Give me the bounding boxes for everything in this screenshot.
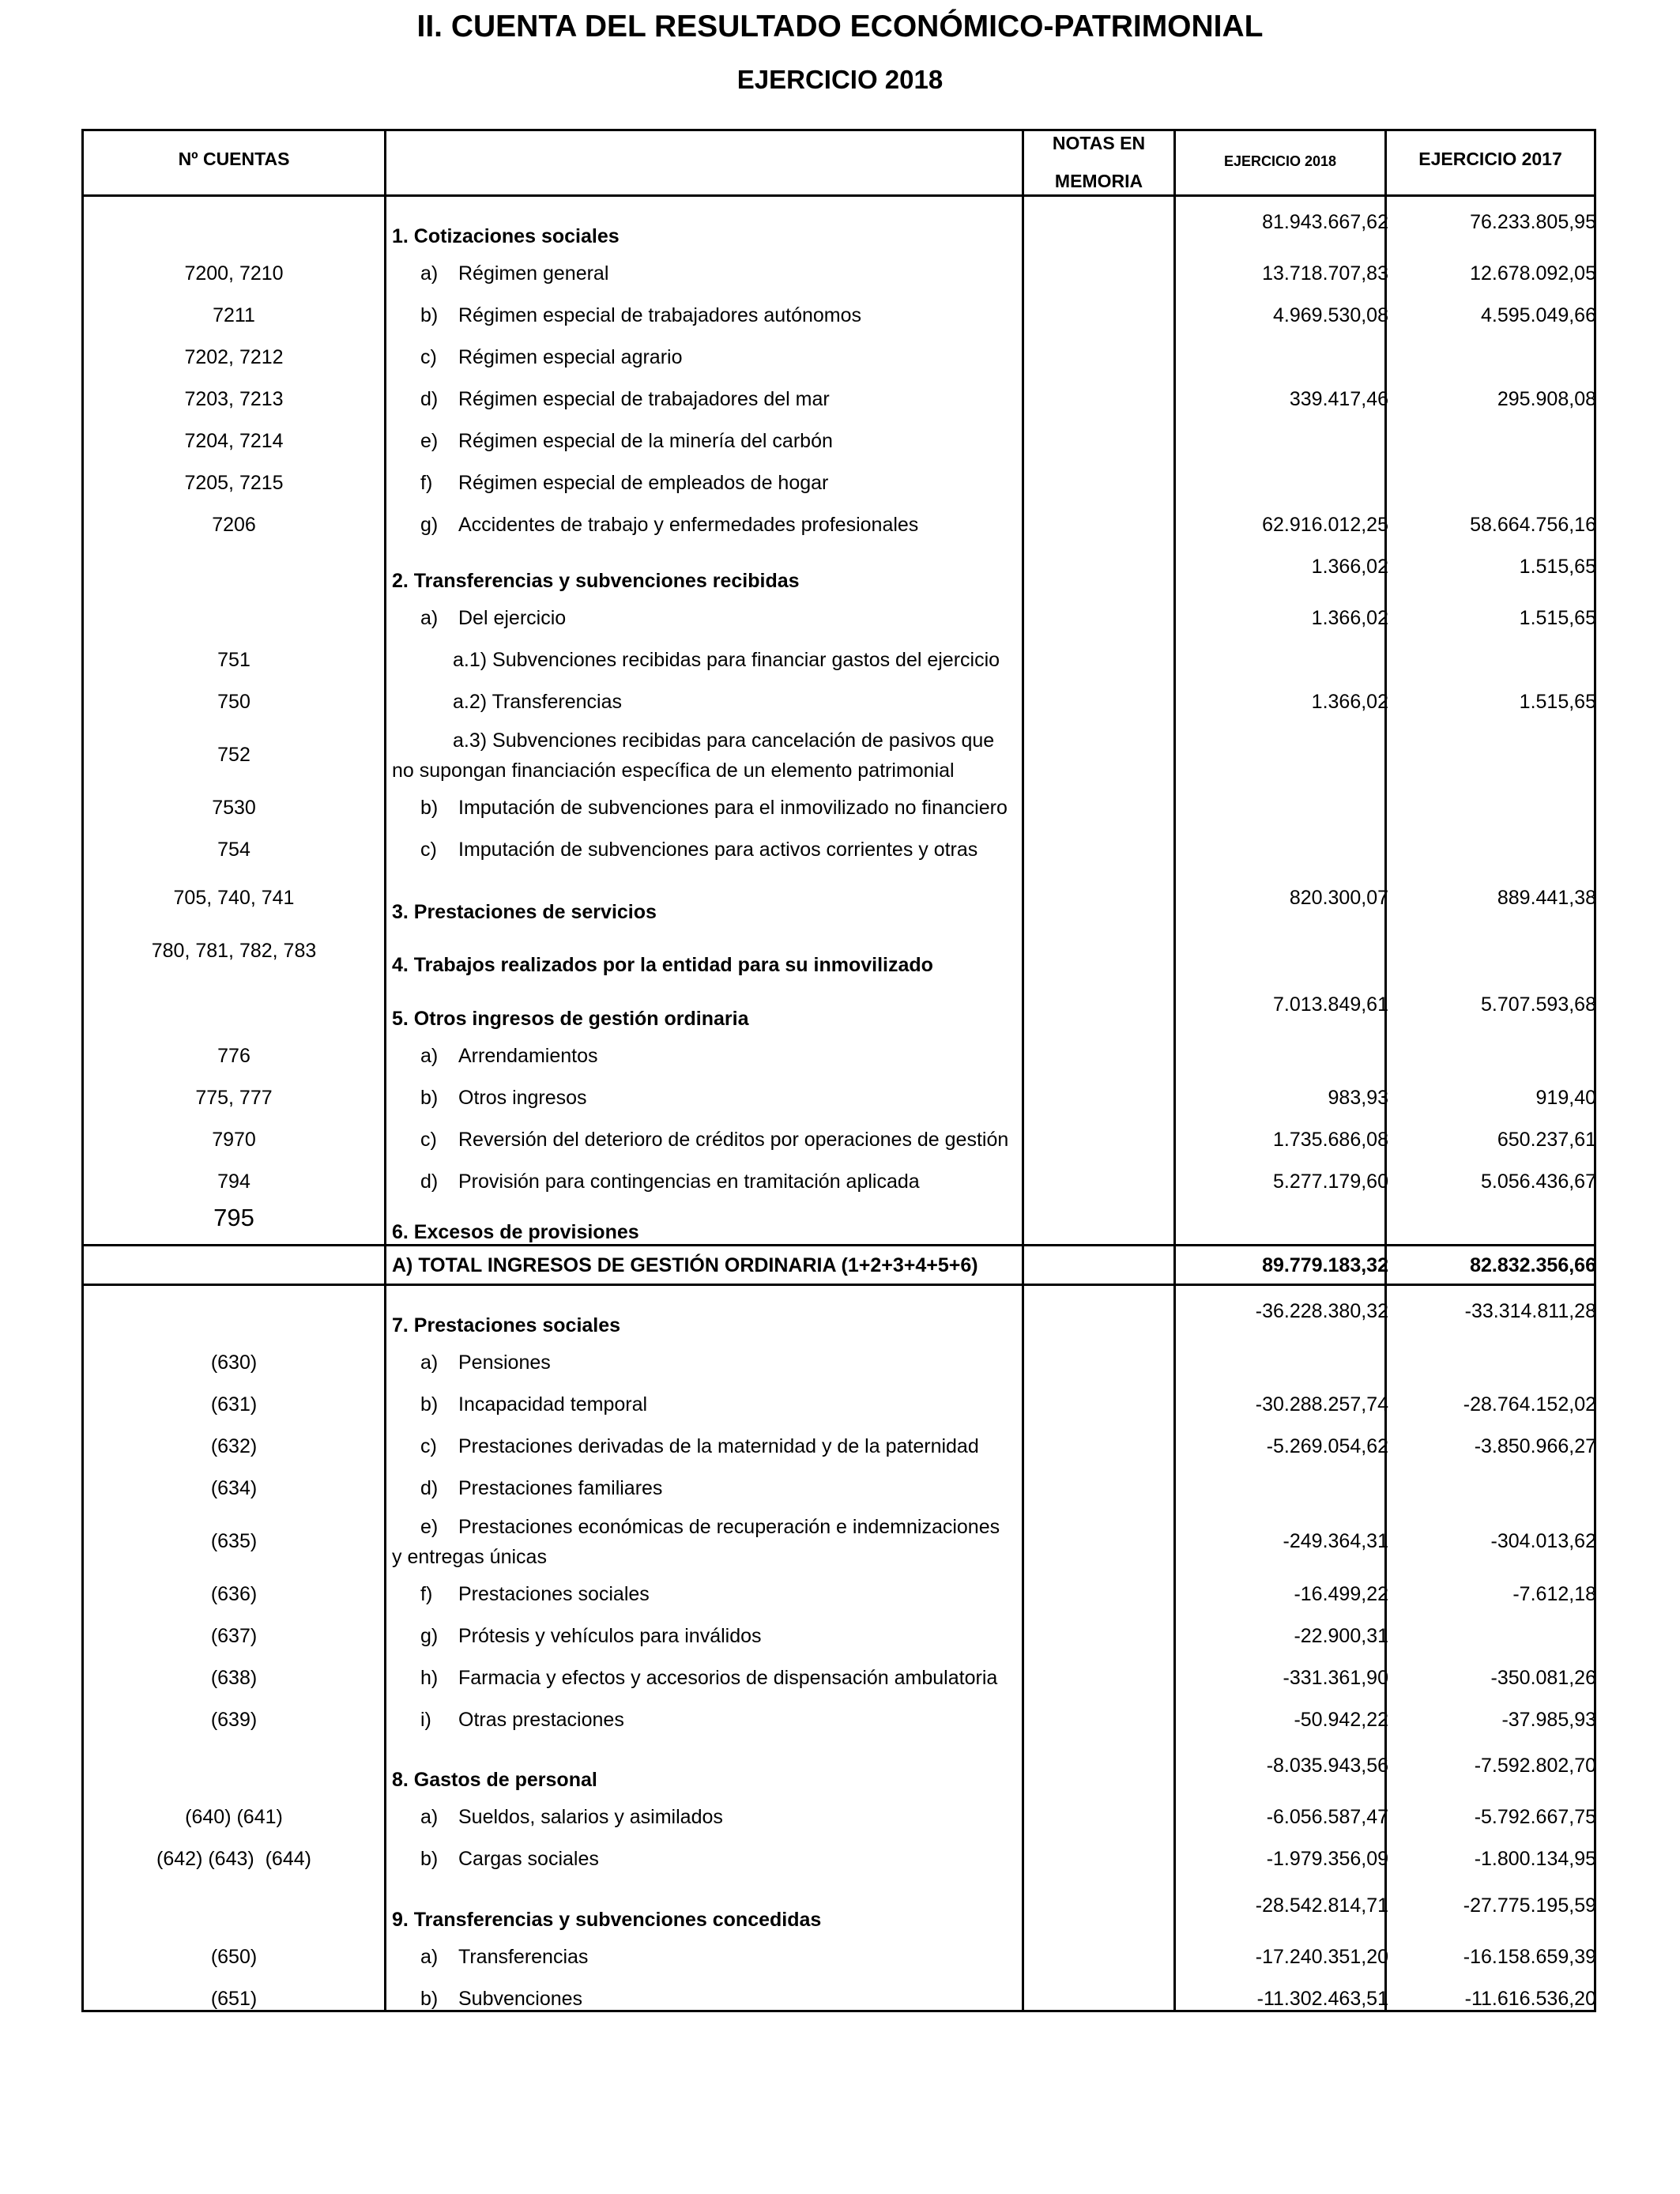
value-2017: -28.764.152,02 — [1463, 1393, 1596, 1416]
row-label-line1: a.3) Subvenciones recibidas para cancelación de pasivos que — [453, 729, 995, 752]
header-ejercicio-2017: EJERCICIO 2017 — [1418, 149, 1562, 169]
value-2017: 5.707.593,68 — [1481, 993, 1596, 1016]
row-label — [420, 1171, 920, 1193]
row-label-line2: no supongan financiación específica de un elemento patrimonial — [392, 760, 955, 782]
item-letter: b) — [420, 1393, 439, 1416]
row-label — [420, 797, 1008, 820]
account-code: (638) — [210, 1667, 258, 1689]
value-2017: -1.800.134,95 — [1474, 1848, 1596, 1870]
item-letter: i) — [420, 1709, 431, 1731]
total-value-2018: 89.779.183,32 — [1262, 1254, 1388, 1276]
row-label — [420, 346, 682, 369]
row-label-text: Sueldos, salarios y asimilados — [458, 1806, 723, 1828]
row-label-text: Régimen general — [458, 262, 609, 285]
value-2018: 7.013.849,61 — [1273, 993, 1388, 1016]
value-2018: -16.499,22 — [1294, 1583, 1388, 1605]
row-label-text: Subvenciones — [458, 1988, 583, 2010]
account-code: (631) — [210, 1393, 258, 1416]
row-label — [420, 1045, 597, 1068]
value-2017: 1.515,65 — [1519, 607, 1596, 629]
value-2018: 81.943.667,62 — [1262, 211, 1388, 233]
item-letter: g) — [420, 514, 439, 536]
item-letter: c) — [420, 839, 437, 861]
account-code: (636) — [210, 1583, 258, 1605]
item-letter: c) — [420, 1435, 437, 1457]
row-label-text: Incapacidad temporal — [458, 1393, 648, 1416]
row-label: 8. Gastos de personal — [392, 1769, 597, 1791]
item-letter: a) — [420, 262, 439, 285]
value-2018: -11.302.463,51 — [1256, 1988, 1388, 2010]
header-notes-line1: NOTAS EN — [1052, 133, 1146, 153]
row-label — [420, 1435, 979, 1458]
results-table — [81, 129, 1596, 2012]
value-2017: 4.595.049,66 — [1481, 304, 1596, 326]
row-label-text: Imputación de subvenciones para el inmovilizado no financiero — [458, 797, 1008, 819]
row-label — [420, 430, 833, 453]
row-label: 2. Transferencias y subvenciones recibidas — [392, 570, 800, 592]
page-title: II. CUENTA DEL RESULTADO ECONÓMICO-PATRIMONIAL — [416, 9, 1264, 43]
row-label — [420, 1946, 588, 1969]
item-letter: a) — [420, 1946, 439, 1968]
value-2017: -7.592.802,70 — [1474, 1755, 1596, 1777]
row-label: 5. Otros ingresos de gestión ordinaria — [392, 1008, 749, 1030]
row-label-text: Prestaciones sociales — [458, 1583, 650, 1605]
value-2018: -50.942,22 — [1294, 1709, 1388, 1731]
col-divider-accounts — [384, 129, 386, 2012]
value-2018: 1.366,02 — [1311, 556, 1388, 578]
item-letter: f) — [420, 472, 433, 494]
value-2017: 58.664.756,16 — [1470, 514, 1596, 536]
value-2017: 1.515,65 — [1519, 556, 1596, 578]
value-2018: 339.417,46 — [1289, 388, 1388, 410]
row-label — [420, 1087, 587, 1110]
row-label: a.1) Subvenciones recibidas para financiar gastos del ejercicio — [453, 649, 1000, 671]
account-code: 750 — [217, 691, 250, 713]
row-label-text: Otras prestaciones — [458, 1709, 624, 1731]
row-label — [420, 1393, 647, 1416]
item-letter: d) — [420, 1171, 439, 1193]
row-label-text: Prestaciones familiares — [458, 1477, 663, 1499]
value-2018: -17.240.351,20 — [1255, 1946, 1388, 1968]
row-label — [420, 1806, 723, 1829]
row-label — [392, 729, 995, 782]
account-code: (639) — [210, 1709, 258, 1731]
value-2017: 5.056.436,67 — [1481, 1171, 1596, 1193]
account-code: (632) — [210, 1435, 258, 1457]
value-2018: -6.056.587,47 — [1266, 1806, 1388, 1828]
value-2017: -7.612,18 — [1512, 1583, 1596, 1605]
value-2018: 820.300,07 — [1289, 887, 1388, 909]
row-label-text: Cargas sociales — [458, 1848, 599, 1870]
account-code: (651) — [210, 1988, 258, 2010]
value-2018: 1.366,02 — [1311, 607, 1388, 629]
row-label — [420, 1583, 650, 1606]
row-label — [420, 1129, 1008, 1152]
account-code: (650) — [210, 1946, 258, 1968]
account-code: (637) — [210, 1625, 258, 1647]
row-label: 9. Transferencias y subvenciones concedidas — [392, 1909, 822, 1931]
account-code: 7530 — [212, 797, 256, 819]
item-letter: f) — [420, 1583, 433, 1605]
item-letter: b) — [420, 304, 439, 326]
row-label-text: Prestaciones económicas de recuperación e indemnizaciones — [458, 1516, 1000, 1538]
row-label — [420, 1667, 997, 1690]
row-label — [420, 607, 566, 630]
account-code: 794 — [217, 1171, 250, 1193]
account-code: 780, 781, 782, 783 — [151, 940, 317, 962]
item-letter: e) — [420, 430, 439, 452]
value-2018: 1.735.686,08 — [1273, 1129, 1388, 1151]
account-code: 705, 740, 741 — [173, 887, 295, 909]
row-label — [420, 262, 608, 285]
row-label-text: Otros ingresos — [458, 1087, 587, 1109]
row-label — [420, 514, 918, 537]
row-label — [420, 839, 977, 861]
account-code: 7202, 7212 — [184, 346, 284, 368]
account-code: (634) — [210, 1477, 258, 1499]
account-code: 7205, 7215 — [184, 472, 284, 494]
row-label-text: Reversión del deterioro de créditos por operaciones de gestión — [458, 1129, 1009, 1151]
value-2017: 295.908,08 — [1497, 388, 1596, 410]
value-2018: 1.366,02 — [1311, 691, 1388, 713]
item-letter: e) — [420, 1516, 439, 1538]
value-2017: 76.233.805,95 — [1470, 211, 1596, 233]
row-label: 4. Trabajos realizados por la entidad para su inmovilizado — [392, 954, 933, 976]
account-code: 7211 — [213, 304, 255, 326]
row-label-text: Arrendamientos — [458, 1045, 598, 1067]
table-border-top — [81, 129, 1596, 131]
value-2018: 62.916.012,25 — [1262, 514, 1388, 536]
item-letter: c) — [420, 1129, 437, 1151]
value-2018: -8.035.943,56 — [1266, 1755, 1388, 1777]
row-label-text: Régimen especial de empleados de hogar — [458, 472, 829, 494]
value-2017: -3.850.966,27 — [1474, 1435, 1596, 1457]
row-label-text: Transferencias — [458, 1946, 589, 1968]
item-letter: a) — [420, 607, 439, 629]
row-label-text: Régimen especial de la minería del carbón — [458, 430, 833, 452]
value-2018: -22.900,31 — [1294, 1625, 1388, 1647]
row-label: a.2) Transferencias — [453, 691, 622, 713]
row-label-text: Accidentes de trabajo y enfermedades profesionales — [458, 514, 919, 536]
value-2017: -11.616.536,20 — [1464, 1988, 1596, 2010]
value-2017: -33.314.811,28 — [1464, 1300, 1596, 1322]
account-code: 7206 — [212, 514, 256, 536]
row-label-text: Régimen especial de trabajadores autónomos — [458, 304, 862, 326]
row-label — [420, 1625, 762, 1648]
row-label-line2: y entregas únicas — [392, 1546, 547, 1568]
value-2017: -27.775.195,59 — [1463, 1894, 1596, 1917]
row-label-text: Farmacia y efectos y accesorios de dispensación ambulatoria — [458, 1667, 998, 1689]
row-label-text: Prestaciones derivadas de la maternidad y de la paternidad — [458, 1435, 979, 1457]
item-letter: g) — [420, 1625, 439, 1647]
value-2017: -16.158.659,39 — [1463, 1946, 1596, 1968]
item-letter: a) — [420, 1806, 439, 1828]
value-2017: 919,40 — [1535, 1087, 1596, 1109]
value-2018: -36.228.380,32 — [1255, 1300, 1388, 1322]
item-letter: b) — [420, 1988, 439, 2010]
page-subtitle: EJERCICIO 2018 — [736, 65, 944, 94]
account-code: 775, 777 — [195, 1087, 273, 1109]
account-code: (642) (643) (644) — [156, 1848, 311, 1870]
value-2018: 5.277.179,60 — [1273, 1171, 1388, 1193]
row-label — [420, 1988, 582, 2011]
value-2017: -5.792.667,75 — [1474, 1806, 1596, 1828]
row-label — [420, 304, 861, 327]
item-letter: d) — [420, 1477, 439, 1499]
value-2017: 1.515,65 — [1519, 691, 1596, 713]
row-label-text: Del ejercicio — [458, 607, 567, 629]
row-label-text: Provisión para contingencias en tramitación aplicada — [458, 1171, 920, 1193]
value-2017: -37.985,93 — [1501, 1709, 1596, 1731]
col-divider-notes — [1173, 129, 1176, 2012]
value-2018: 13.718.707,83 — [1262, 262, 1388, 285]
row-label: 3. Prestaciones de servicios — [392, 901, 657, 923]
value-2017: 889.441,38 — [1497, 887, 1596, 909]
value-2018: -30.288.257,74 — [1255, 1393, 1388, 1416]
account-code: 7204, 7214 — [184, 430, 284, 452]
item-letter: c) — [420, 346, 437, 368]
account-code: 754 — [217, 839, 250, 861]
value-2017: -350.081,26 — [1490, 1667, 1596, 1689]
item-letter: a) — [420, 1351, 439, 1374]
value-2017: 650.237,61 — [1497, 1129, 1596, 1151]
row-label-text: Régimen especial de trabajadores del mar — [458, 388, 830, 410]
row-label — [420, 1477, 662, 1500]
value-2018: -5.269.054,62 — [1266, 1435, 1388, 1457]
value-2017: -304.013,62 — [1490, 1530, 1596, 1552]
item-letter: d) — [420, 388, 439, 410]
value-2018: -331.361,90 — [1283, 1667, 1388, 1689]
value-2018: -249.364,31 — [1283, 1530, 1388, 1552]
account-code: 7203, 7213 — [184, 388, 284, 410]
row-label — [420, 1709, 624, 1732]
row-label: 6. Excesos de provisiones — [392, 1221, 639, 1243]
total-label: A) TOTAL INGRESOS DE GESTIÓN ORDINARIA (1+2+3+4+5+6) — [392, 1254, 978, 1276]
row-label-text: Régimen especial agrario — [458, 346, 683, 368]
account-code: 776 — [217, 1045, 250, 1067]
item-letter: b) — [420, 797, 439, 819]
row-label-text: Imputación de subvenciones para activos corrientes y otras — [458, 839, 978, 861]
header-ejercicio-2018: EJERCICIO 2018 — [1223, 153, 1337, 169]
row-label — [420, 472, 828, 495]
value-2018: 983,93 — [1328, 1087, 1388, 1109]
total-row-top-border — [81, 1244, 1596, 1246]
account-code: 751 — [217, 649, 250, 671]
row-label — [392, 1516, 1000, 1568]
col-divider-label — [1022, 129, 1024, 2012]
item-letter: a) — [420, 1045, 439, 1067]
header-notes-line2: MEMORIA — [1054, 171, 1143, 191]
account-code: 7200, 7210 — [184, 262, 284, 285]
row-label-text: Prótesis y vehículos para inválidos — [458, 1625, 762, 1647]
row-label: 1. Cotizaciones sociales — [392, 225, 620, 247]
value-2018: -28.542.814,71 — [1255, 1894, 1388, 1917]
row-label: 7. Prestaciones sociales — [392, 1314, 621, 1336]
value-2017: 12.678.092,05 — [1470, 262, 1596, 285]
total-row-bottom-border — [81, 1284, 1596, 1286]
item-letter: b) — [420, 1848, 439, 1870]
account-code: (630) — [210, 1351, 258, 1374]
item-letter: b) — [420, 1087, 439, 1109]
header-accounts: Nº CUENTAS — [178, 149, 290, 169]
value-2018: -1.979.356,09 — [1266, 1848, 1388, 1870]
total-value-2017: 82.832.356,66 — [1470, 1254, 1596, 1276]
account-code: 795 — [213, 1204, 254, 1231]
account-code: 752 — [217, 744, 250, 766]
value-2018: 4.969.530,08 — [1273, 304, 1388, 326]
row-label-text: Pensiones — [458, 1351, 551, 1374]
header-divider — [81, 194, 1596, 197]
row-label — [420, 388, 830, 411]
account-code: (640) (641) — [185, 1806, 283, 1828]
item-letter: h) — [420, 1667, 439, 1689]
account-code: 7970 — [212, 1129, 256, 1151]
row-label — [420, 1848, 599, 1871]
row-label — [420, 1351, 551, 1374]
account-code: (635) — [210, 1530, 258, 1552]
